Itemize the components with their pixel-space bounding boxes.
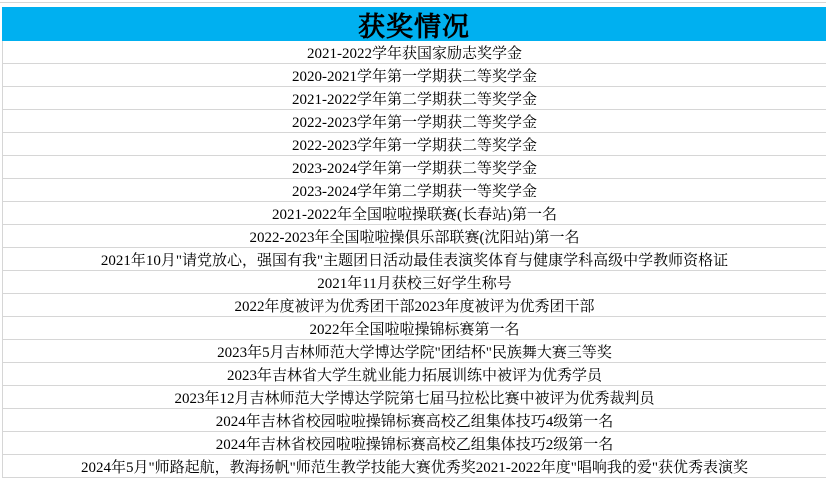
award-row-cell[interactable]: 2023-2024学年第一学期获二等奖学金: [3, 156, 826, 179]
award-row-cell[interactable]: 2021年11月获校三好学生称号: [3, 271, 826, 294]
award-row-cell[interactable]: 2022-2023年全国啦啦操俱乐部联赛(沈阳站)第一名: [3, 225, 826, 248]
award-row-cell[interactable]: 2022-2023学年第一学期获二等奖学金: [3, 133, 826, 156]
award-row-cell[interactable]: 2023-2024学年第二学期获一等奖学金: [3, 179, 826, 202]
awards-list: [2, 41, 826, 478]
award-row-cell[interactable]: 2022年度被评为优秀团干部2023年度被评为优秀团干部: [3, 294, 826, 317]
award-row-cell[interactable]: 2022-2023学年第一学期获二等奖学金: [3, 110, 826, 133]
award-row-cell[interactable]: 2020-2021学年第一学期获二等奖学金: [3, 64, 826, 87]
award-row-cell[interactable]: 2021-2022学年第二学期获二等奖学金: [3, 87, 826, 110]
award-row-cell[interactable]: 2022年全国啦啦操锦标赛第一名: [3, 317, 826, 340]
award-row-cell[interactable]: 2024年5月"师路起航，教海扬帆"师范生教学技能大赛优秀奖2021-2022年度"唱响我的爱"获优秀表演奖: [3, 455, 826, 478]
award-row-cell[interactable]: 2023年吉林省大学生就业能力拓展训练中被评为优秀学员: [3, 363, 826, 386]
award-row-cell[interactable]: 2024年吉林省校园啦啦操锦标赛高校乙组集体技巧4级第一名: [3, 409, 826, 432]
award-row-cell[interactable]: 2021年10月"请党放心，强国有我"主题团日活动最佳表演奖体育与健康学科高级中学教师资格证: [3, 248, 826, 271]
award-row-cell[interactable]: 2023年12月吉林师范大学博达学院第七届马拉松比赛中被评为优秀裁判员: [3, 386, 826, 409]
award-row-cell[interactable]: 2021-2022年全国啦啦操联赛(长春站)第一名: [3, 202, 826, 225]
title-cell[interactable]: [2, 7, 826, 41]
award-row-cell[interactable]: 2023年5月吉林师范大学博达学院"团结杯"民族舞大赛三等奖: [3, 340, 826, 363]
award-row-cell[interactable]: 2021-2022学年获国家励志奖学金: [3, 41, 826, 64]
page-title: 获奖情况: [358, 11, 470, 42]
award-row-cell[interactable]: 2024年吉林省校园啦啦操锦标赛高校乙组集体技巧2级第一名: [3, 432, 826, 455]
